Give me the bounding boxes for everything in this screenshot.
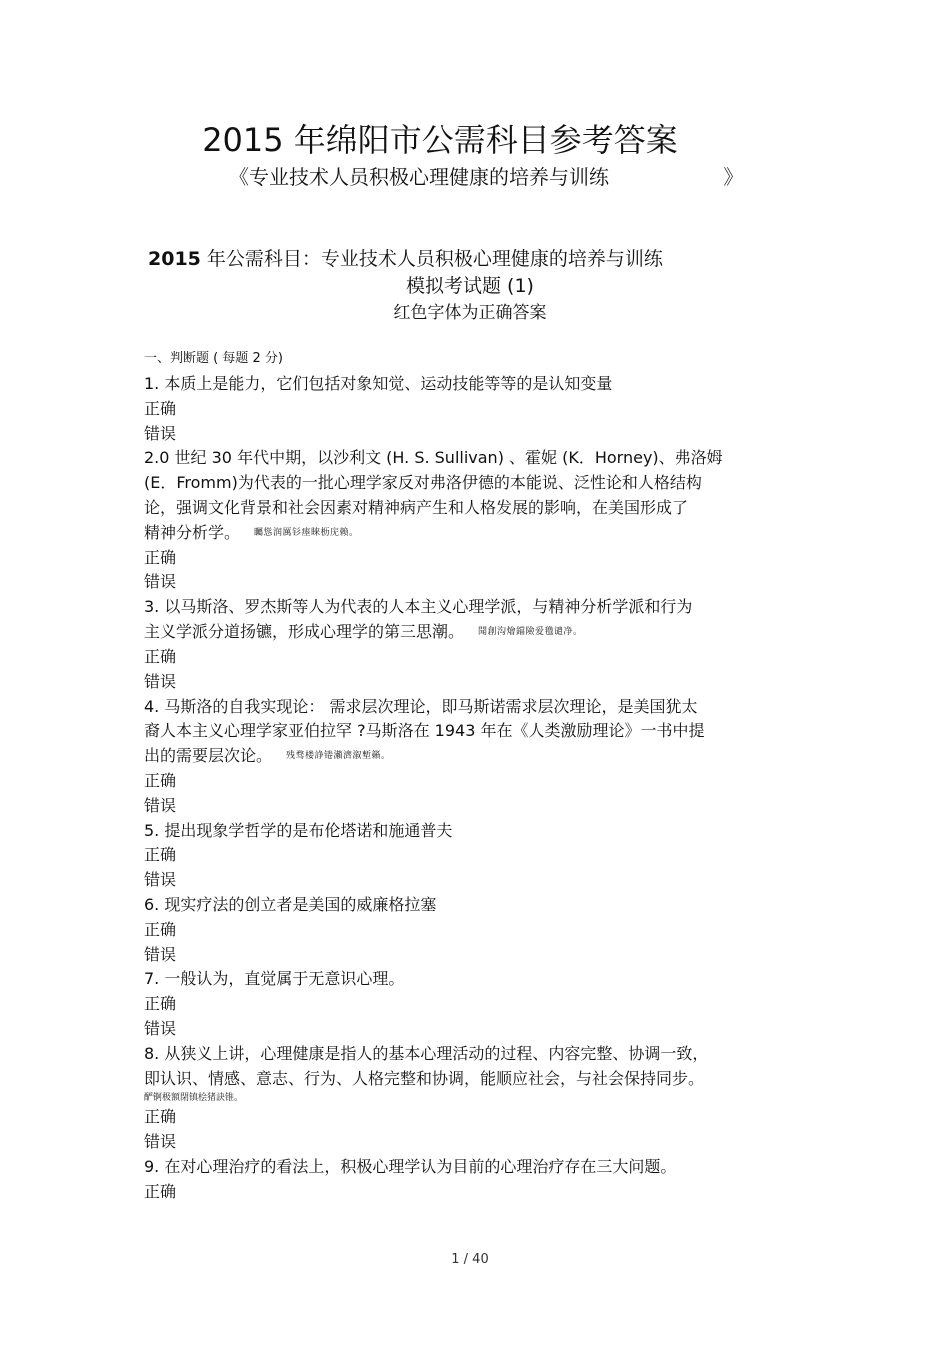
question-5: 5. 提出现象学哲学的是布伦塔诺和施通普夫 (144, 820, 453, 840)
question-1: 1. 本质上是能力，它们包括对象知觉、运动技能等等的是认知变量 (144, 374, 613, 393)
question-4-line-3 (144, 744, 824, 769)
option-false: 错误 (144, 423, 177, 443)
question-4-line-2: 裔人本主义心理学家亚伯拉罕 ?马斯洛在 1943 年在《人类激励理论》一书中提 (144, 721, 705, 741)
answer-note: 红色字体为正确答案 (393, 303, 547, 323)
question-2-line-3: 论，强调文化背景和社会因素对精神病产生和人格发展的影响，在美国形成了 (144, 497, 689, 517)
question-8-line-1: 8. 从狭义上讲，心理健康是指人的基本心理活动的过程、内容完整、协调一致， (144, 1043, 709, 1063)
question-6: 6. 现实疗法的创立者是美国的威廉格拉塞 (144, 895, 437, 915)
option-true: 正确 (144, 845, 177, 865)
question-3-line-2 (144, 620, 824, 645)
question-2-line-1: 2.0 世纪 30 年代中期，以沙利文 (H. S. Sullivan) 、霍妮 (K．Horney)、弗洛姆 (144, 448, 723, 468)
question-3-line-1: 3. 以马斯洛、罗杰斯等人为代表的人本主义心理学派，与精神分析学派和行为 (144, 597, 693, 617)
option-false: 错误 (144, 944, 177, 964)
exam-heading-year: 2015 (148, 248, 201, 270)
question-2-garbled-note: 矚慫润厲钐瘗睞枥庑赖。 (254, 527, 359, 538)
page-number: 1 / 40 (451, 1252, 489, 1267)
option-false: 错误 (144, 795, 177, 815)
question-8-line-2: 即认识、情感、意志、行为、人格完整和协调，能顺应社会，与社会保持同步。 (144, 1068, 705, 1088)
question-2-line-4 (144, 521, 824, 546)
option-true: 正确 (144, 1181, 177, 1201)
option-true: 正确 (144, 646, 177, 666)
question-4-garbled-note: 残骛楼諍锩瀨濟溆塹籟。 (286, 751, 391, 762)
option-false: 错误 (144, 870, 177, 890)
question-8-garbled-note: 酽锕极額閉镇桧猪訣锥。 (144, 1093, 244, 1104)
question-9: 9. 在对心理治疗的看法上，积极心理学认为目前的心理治疗存在三大问题。 (144, 1156, 677, 1176)
exam-heading-text: 年公需科目：专业技术人员积极心理健康的培养与训练 (200, 248, 663, 270)
option-true: 正确 (144, 398, 177, 418)
question-3-garbled-note: 聞創沟燴鐺險爱氇谴净。 (478, 627, 583, 638)
document-title: 2015 年绵阳市公需科目参考答案 (202, 121, 678, 159)
question-4-line-1: 4. 马斯洛的自我实现论： 需求层次理论，即马斯诺需求层次理论，是美国犹太 (144, 696, 698, 716)
option-false: 错误 (144, 1019, 177, 1038)
question-7: 7. 一般认为，直觉属于无意识心理。 (144, 969, 405, 989)
exam-heading (148, 245, 663, 273)
question-3-text: 主义学派分道扬镳，形成心理学的第三思潮。 (144, 622, 465, 642)
option-true: 正确 (144, 994, 177, 1014)
option-true: 正确 (144, 1107, 177, 1127)
question-2-text: 精神分析学。 (144, 522, 241, 542)
option-true: 正确 (144, 919, 177, 939)
question-4-text: 出的需要层次论。 (144, 746, 273, 766)
option-false: 错误 (144, 572, 177, 592)
document-subtitle: 《专业技术人员积极心理健康的培养与训练 》 (229, 165, 744, 189)
option-false: 错误 (144, 1132, 177, 1152)
option-false: 错误 (144, 671, 177, 691)
question-list (144, 348, 824, 1205)
exam-subheading: 模拟考试题 (1) (406, 275, 534, 297)
question-2-line-2: (E．Fromm)为代表的一批心理学家反对弗洛伊德的本能说、泛性论和人格结构 (144, 473, 702, 493)
section-label: 一、判断题 ( 每题 2 分) (144, 351, 283, 366)
option-true: 正确 (144, 547, 177, 567)
option-true: 正确 (144, 771, 177, 791)
